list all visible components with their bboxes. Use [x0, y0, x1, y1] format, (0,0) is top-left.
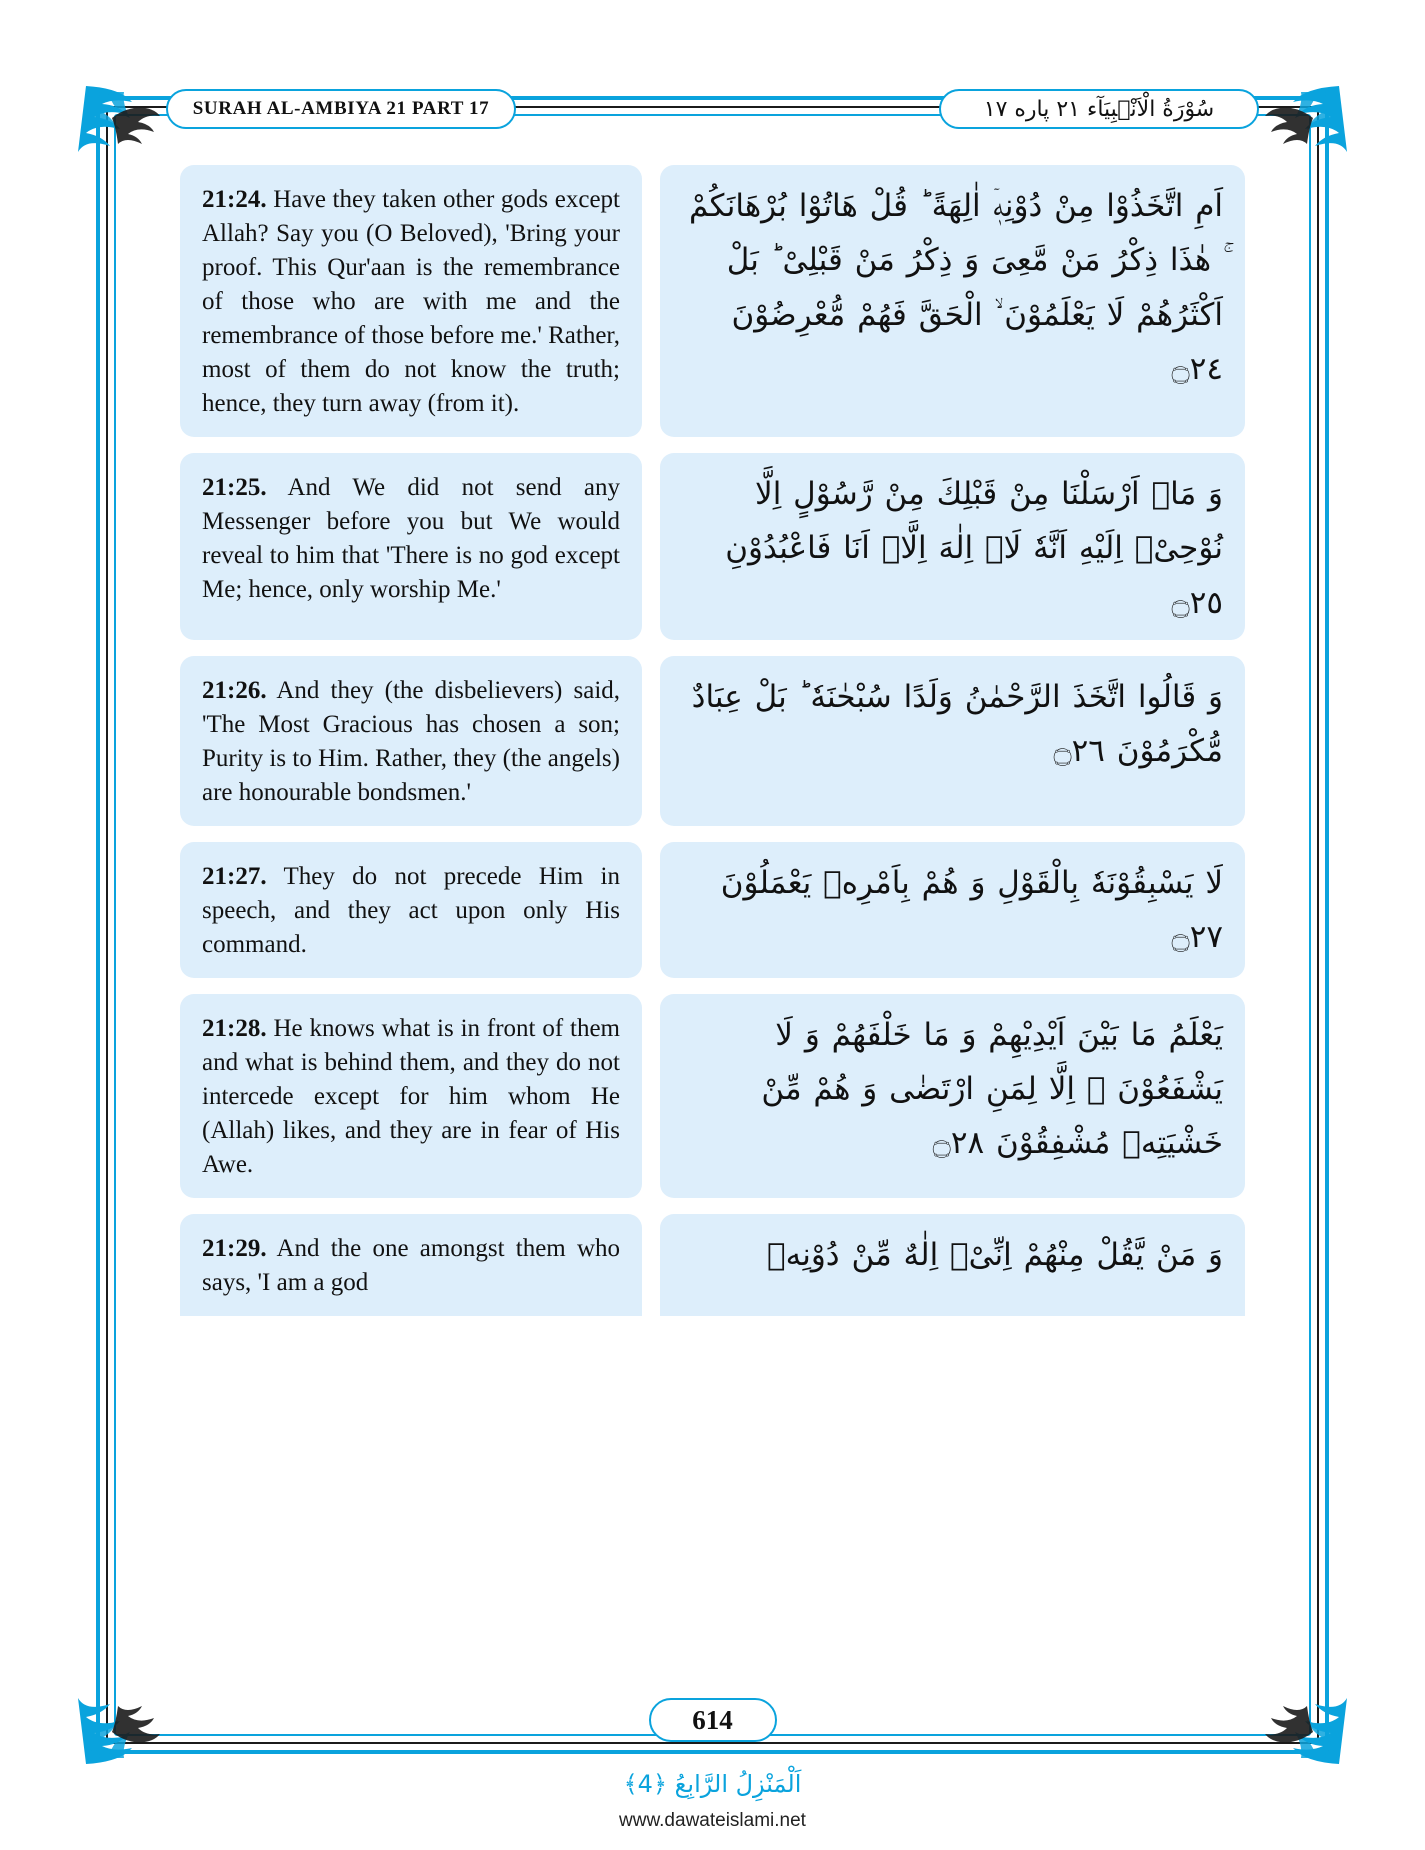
verse-english: And they (the disbelievers) said, 'The Most Gracious has chosen a son; Purity is to Him. Rather, they (the angels) are honourable bondsmen.' [202, 676, 621, 806]
verse-arabic-text: وَ مَاۤ اَرْسَلْنَا مِنْ قَبْلِكَ مِنْ رَّسُوْلٍ اِلَّا نُوْحِیْۤ اِلَیْهِ اَنَّهٗ لَاۤ اِلٰهَ اِلَّاۤ اَنَا فَاعْبُدُوْنِ ۝٢٥ [725, 476, 1223, 621]
verse-translation-cell [180, 453, 642, 640]
website-url: www.dawateislami.net [619, 1810, 806, 1831]
surah-title-arabic-pill [939, 89, 1259, 129]
verse-english: He knows what is in front of them and what is behind them, and they do not intercede except for him whom He (Allah) likes, and they are in fear of His Awe. [202, 1014, 620, 1178]
verse-translation-cell [180, 842, 642, 978]
verse-arabic-cell [660, 842, 1245, 978]
verse-english: And the one amongst them who says, 'I am a god [202, 1234, 621, 1296]
verse-row [180, 1214, 1245, 1316]
verse-number: 21:28. [202, 1014, 267, 1042]
verse-arabic-cell [660, 165, 1245, 437]
verse-number: 21:24. [202, 186, 267, 213]
page-number-pill [649, 1698, 777, 1742]
verse-translation-text [202, 471, 620, 607]
page-header [130, 86, 1295, 132]
verse-row [180, 165, 1245, 437]
verse-number: 21:27. [202, 862, 267, 890]
verse-row [180, 453, 1245, 640]
verse-english: They do not precede Him in speech, and they act upon only His command. [202, 862, 620, 958]
verse-translation-text [202, 1232, 620, 1300]
verse-arabic-text: وَ قَالُوا اتَّخَذَ الرَّحْمٰنُ وَلَدًا سُبْحٰنَهٗ ؕ بَلْ عِبَادٌ مُّكْرَمُوْنَ ۝٢٦ [691, 678, 1223, 769]
verse-arabic-cell [660, 994, 1245, 1198]
verse-number: 21:26. [202, 676, 267, 704]
verse-arabic-text: لَا یَسْبِقُوْنَهٗ بِالْقَوْلِ وَ هُمْ بِاَمْرِهٖ یَعْمَلُوْنَ ۝٢٧ [720, 864, 1223, 955]
verse-translation-text [202, 674, 620, 810]
verse-arabic-text: یَعْلَمُ مَا بَیْنَ اَیْدِیْهِمْ وَ مَا خَلْفَهُمْ وَ لَا یَشْفَعُوْنَ ۙ اِلَّا لِمَنِ ارْتَضٰى وَ هُمْ مِّنْ خَشْیَتِهٖ مُشْفِقُوْنَ ۝٢٨ [761, 1016, 1223, 1162]
verse-arabic-cell [660, 1214, 1245, 1316]
verse-translation-cell [180, 656, 642, 826]
verse-translation-text [202, 860, 620, 962]
surah-title-arabic: سُوْرَةُ الْاَنْۢبِيَآء ٢١ پاره ١٧ [983, 96, 1215, 122]
verse-translation-cell [180, 994, 642, 1198]
surah-title-english: SURAH AL-AMBIYA 21 PART 17 [192, 98, 490, 119]
verse-translation-cell [180, 1214, 642, 1316]
page-number: 614 [692, 1704, 733, 1735]
verse-english: And We did not send any Messenger before you but We would reveal to him that 'There is no god except Me; hence, only worship Me.' [202, 474, 620, 603]
verse-arabic-cell [660, 656, 1245, 826]
verse-number: 21:25. [202, 474, 267, 501]
verse-number: 21:29. [202, 1234, 267, 1262]
verses-container [180, 165, 1245, 1565]
verse-row [180, 656, 1245, 826]
verse-row [180, 994, 1245, 1198]
verse-translation-cell [180, 165, 642, 437]
verse-arabic-text: وَ مَنْ یَّقُلْ مِنْهُمْ اِنِّیْۤ اِلٰهٌ مِّنْ دُوْنِهٖ [766, 1236, 1223, 1273]
manzil-label: اَلْمَنْزِلُ الرَّابِعُ ﴿4﴾ [623, 1770, 802, 1798]
verse-arabic-cell [660, 453, 1245, 640]
verse-row [180, 842, 1245, 978]
verse-translation-text [202, 1012, 620, 1182]
surah-title-english-pill [166, 89, 516, 129]
verse-translation-text [202, 183, 620, 421]
verse-english: Have they taken other gods except Allah? Say you (O Beloved), 'Bring your proof. This Qur'aan is the remembrance of those who are with me and the remembrance of those before me.' Rather, most of them do not know the truth; hence, they turn away (from it). [202, 186, 620, 417]
verse-arabic-text: اَمِ اتَّخَذُوْا مِنْ دُوْنِهٖۤ اٰلِهَةً ؕ قُلْ هَاتُوْا بُرْهَانَكُمْ ۚ هٰذَا ذِكْرُ مَنْ مَّعِیَ وَ ذِكْرُ مَنْ قَبْلِیْ ؕ بَلْ اَكْثَرُهُمْ لَا یَعْلَمُوْنَ ۙ الْحَقَّ فَهُمْ مُّعْرِضُوْنَ ۝٢٤ [689, 188, 1223, 387]
